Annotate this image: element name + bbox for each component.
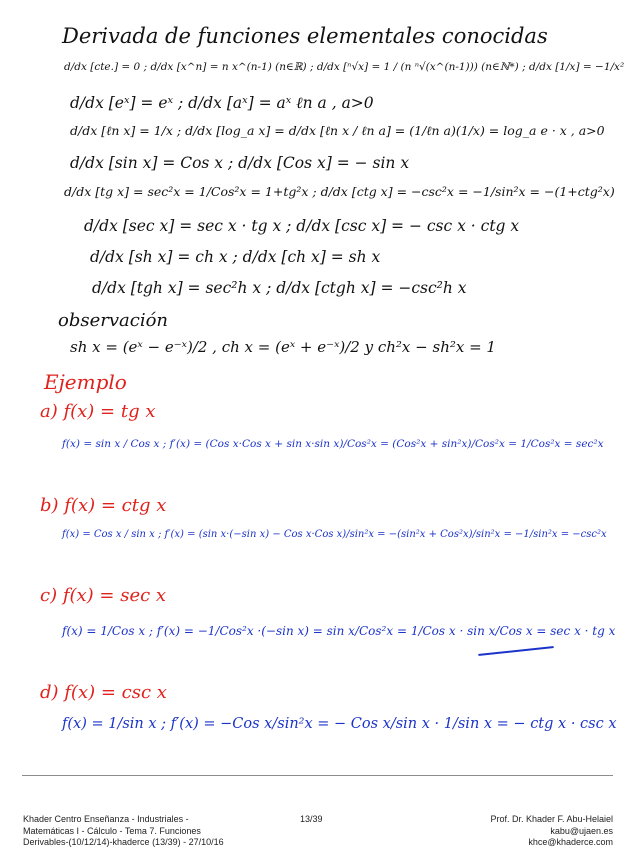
formula-line-1: d/dx [cte.] = 0 ; d/dx [x^n] = n x^(n-1) (n∈ℝ) ; d/dx [ⁿ√x] = 1 / (n ⁿ√(x^(n-1))) (n∈ℕ*) ; d/dx [1/x] = −1/x² (64, 61, 625, 73)
footer-right (490, 814, 613, 849)
page-number: 13/39 (300, 814, 323, 824)
author-email-1: kabu@ujaen.es (550, 825, 613, 836)
formula-line-2: d/dx [eˣ] = eˣ ; d/dx [aˣ] = aˣ ℓn a , a>0 (70, 94, 374, 112)
author-email-2: khce@khaderce.com (528, 837, 613, 847)
footer-left (23, 814, 224, 849)
footer-divider (22, 775, 613, 776)
footer-left-line-1: Khader Centro Enseñanza - Industriales - (23, 814, 189, 824)
formula-line-4: d/dx [sin x] = Cos x ; d/dx [Cos x] = − sin x (70, 154, 410, 172)
formula-line-7: d/dx [sh x] = ch x ; d/dx [ch x] = sh x (90, 248, 381, 266)
example-a-heading: a) f(x) = tg x (40, 401, 156, 422)
observation-heading: observación (58, 310, 169, 331)
example-heading: Ejemplo (44, 370, 127, 394)
author-name: Prof. Dr. Khader F. Abu-Helaiel (490, 814, 613, 824)
example-c-heading: c) f(x) = sec x (40, 585, 167, 606)
example-c-work: f(x) = 1/Cos x ; f′(x) = −1/Cos²x ·(−sin x) = sin x/Cos²x = 1/Cos x · sin x/Cos x = sec x · tg x (62, 624, 616, 638)
formula-line-8: d/dx [tgh x] = sec²h x ; d/dx [ctgh x] = −csc²h x (92, 279, 467, 297)
observation-formula: sh x = (eˣ − e⁻ˣ)/2 , ch x = (eˣ + e⁻ˣ)/2 y ch²x − sh²x = 1 (70, 338, 496, 356)
example-b-work: f(x) = Cos x / sin x ; f′(x) = (sin x·(−sin x) − Cos x·Cos x)/sin²x = −(sin²x + Cos²x)/sin²x = −1/sin²x = −csc²x (62, 529, 607, 540)
example-a-work: f(x) = sin x / Cos x ; f′(x) = (Cos x·Cos x + sin x·sin x)/Cos²x = (Cos²x + sin²x)/Cos²x = 1/Cos²x = sec²x (62, 438, 604, 450)
example-b-heading: b) f(x) = ctg x (40, 495, 167, 516)
formula-line-6: d/dx [sec x] = sec x · tg x ; d/dx [csc x] = − csc x · ctg x (84, 217, 520, 235)
formula-line-3: d/dx [ℓn x] = 1/x ; d/dx [log_a x] = d/dx [ℓn x / ℓn a] = (1/ℓn a)(1/x) = log_a e · x , a>0 (70, 123, 605, 138)
example-d-work: f(x) = 1/sin x ; f′(x) = −Cos x/sin²x = − Cos x/sin x · 1/sin x = − ctg x · csc x (62, 716, 617, 732)
answer-underline (478, 646, 554, 656)
footer-left-line-2: Matemáticas I - Cálculo - Tema 7. Funciones (23, 825, 201, 836)
footer-left-line-3: Derivables-(10/12/14)-khaderce (13/39) - 27/10/16 (23, 837, 224, 847)
page-title: Derivada de funciones elementales conocidas (62, 24, 548, 48)
formula-line-5: d/dx [tg x] = sec²x = 1/Cos²x = 1+tg²x ; d/dx [ctg x] = −csc²x = −1/sin²x = −(1+ctg²x) (64, 184, 615, 199)
example-d-heading: d) f(x) = csc x (40, 682, 167, 703)
